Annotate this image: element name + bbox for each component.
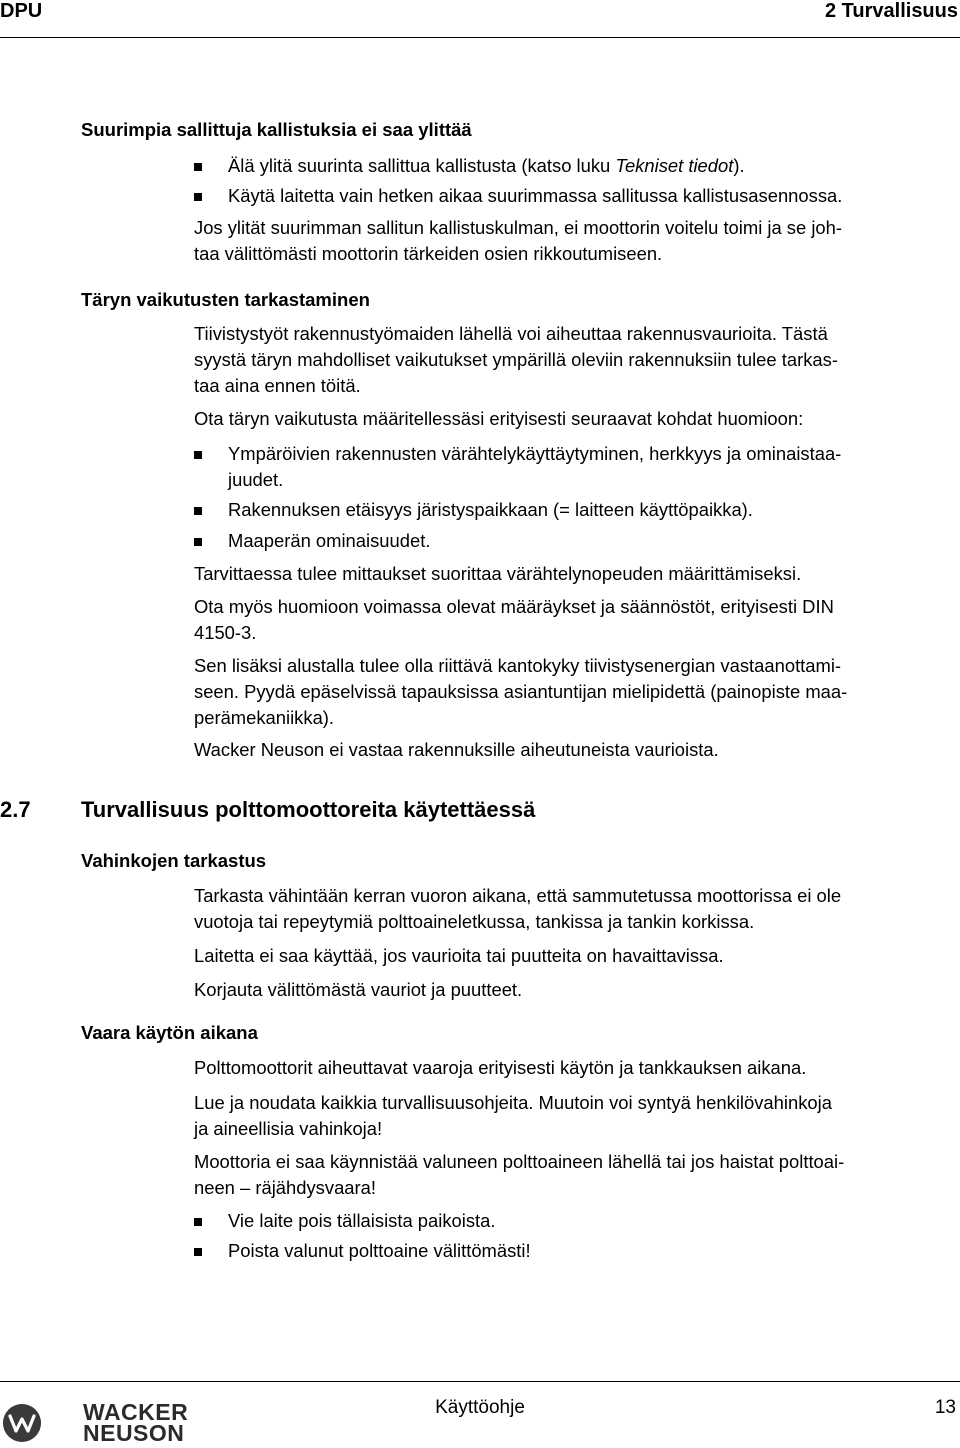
paragraph: Lue ja noudata kaikkia turvallisuusohjeita. Muutoin voi syntyä henkilövahinkoja ja aineellisia vahinkoja! [194,1092,832,1139]
bullet-text: Ympäröivien rakennusten värähtelykäyttäytyminen, herkkyys ja ominaistaa- juudet. [228,443,842,490]
bullet-text: Poista valunut polttoaine välittömästi! [228,1240,531,1261]
paragraph: Wacker Neuson ei vastaa rakennuksille aiheutuneista vaurioista. [194,739,719,760]
bullet-square-icon [194,451,202,459]
chapter-number: 2.7 [0,797,31,822]
bullet-text: Älä ylitä suurinta sallittua kallistusta (katso luku [228,155,616,176]
chapter-title: Turvallisuus polttomoottoreita käytettäessä [81,797,536,822]
page-number: 13 [934,1397,956,1418]
paragraph: Ota myös huomioon voimassa olevat määräykset ja säännöstöt, erityisesti DIN 4150-3. [194,596,834,643]
paragraph: Tarkasta vähintään kerran vuoron aikana, että sammutetussa moottorissa ei ole vuotoja tai repeytymiä polttoaineletkussa, tankissa ja tankin korkissa. [194,885,842,932]
header-divider [0,37,960,38]
paragraph: Ota täryn vaikutusta määritellessäsi erityisesti seuraavat kohdat huomioon: [194,408,804,429]
paragraph: Tiivistystyöt rakennustyömaiden lähellä voi aiheuttaa rakennusvaurioita. Tästä syystä täryn mahdolliset vaikutukset ympärillä oleviin rakennuksiin tulee tarkas- taa aina ennen töitä. [194,323,838,396]
bullet-text: Vie laite pois tällaisista paikoista. [228,1210,496,1231]
bullet-text: Maaperän ominaisuudet. [228,530,431,551]
bullet-text: Rakennuksen etäisyys järistyspaikkaan (= laitteen käyttöpaikka). [228,499,753,520]
bullet-square-icon [194,163,202,171]
heading-operating-hazard: Vaara käytön aikana [81,1022,258,1043]
heading-max-tilt: Suurimpia sallittuja kallistuksia ei saa ylittää [81,119,472,140]
bullet-square-icon [194,1218,202,1226]
paragraph: Sen lisäksi alustalla tulee olla riittävä kantokyky tiivistysenergian vastaanottami- seen. Pyydä epäselvissä tapauksissa asiantuntijan mielipidettä (painopiste maa- perämekaniikka). [194,655,848,728]
reference-link[interactable]: Tekniset tiedot [615,155,734,176]
bullet-square-icon [194,1248,202,1256]
bullet-square-icon [194,538,202,546]
bullet-text-end: ). [733,155,745,176]
paragraph: Moottoria ei saa käynnistää valuneen polttoaineen lähellä tai jos haistat polttoai- neen – räjähdysvaara! [194,1151,845,1198]
footer-divider [0,1381,960,1382]
bullet-square-icon [194,507,202,515]
paragraph: Jos ylität suurimman sallitun kallistuskulman, ei moottorin voitelu toimi ja se joh- taa välittömästi moottorin tärkeiden osien rikkoutumiseen. [194,217,843,264]
bullet-text: Käytä laitetta vain hetken aikaa suurimmassa sallitussa kallistusasennossa. [228,185,843,206]
section-title: 2 Turvallisuus [824,0,958,22]
paragraph: Tarvittaessa tulee mittaukset suorittaa värähtelynopeuden määrittämiseksi. [194,563,802,584]
document-code: DPU [0,0,43,22]
heading-damage-check: Vahinkojen tarkastus [81,850,267,871]
footer-doc-type: Käyttöohje [435,1397,525,1418]
heading-vibration-check: Täryn vaikutusten tarkastaminen [81,289,370,310]
paragraph: Korjauta välittömästä vauriot ja puutteet. [194,979,523,1000]
paragraph: Laitetta ei saa käyttää, jos vaurioita tai puutteita on havaittavissa. [194,945,724,966]
paragraph: Polttomoottorit aiheuttavat vaaroja erityisesti käytön ja tankkauksen aikana. [194,1057,807,1078]
brand-logo-text: WACKER NEUSON [83,1399,189,1446]
bullet-square-icon [194,193,202,201]
